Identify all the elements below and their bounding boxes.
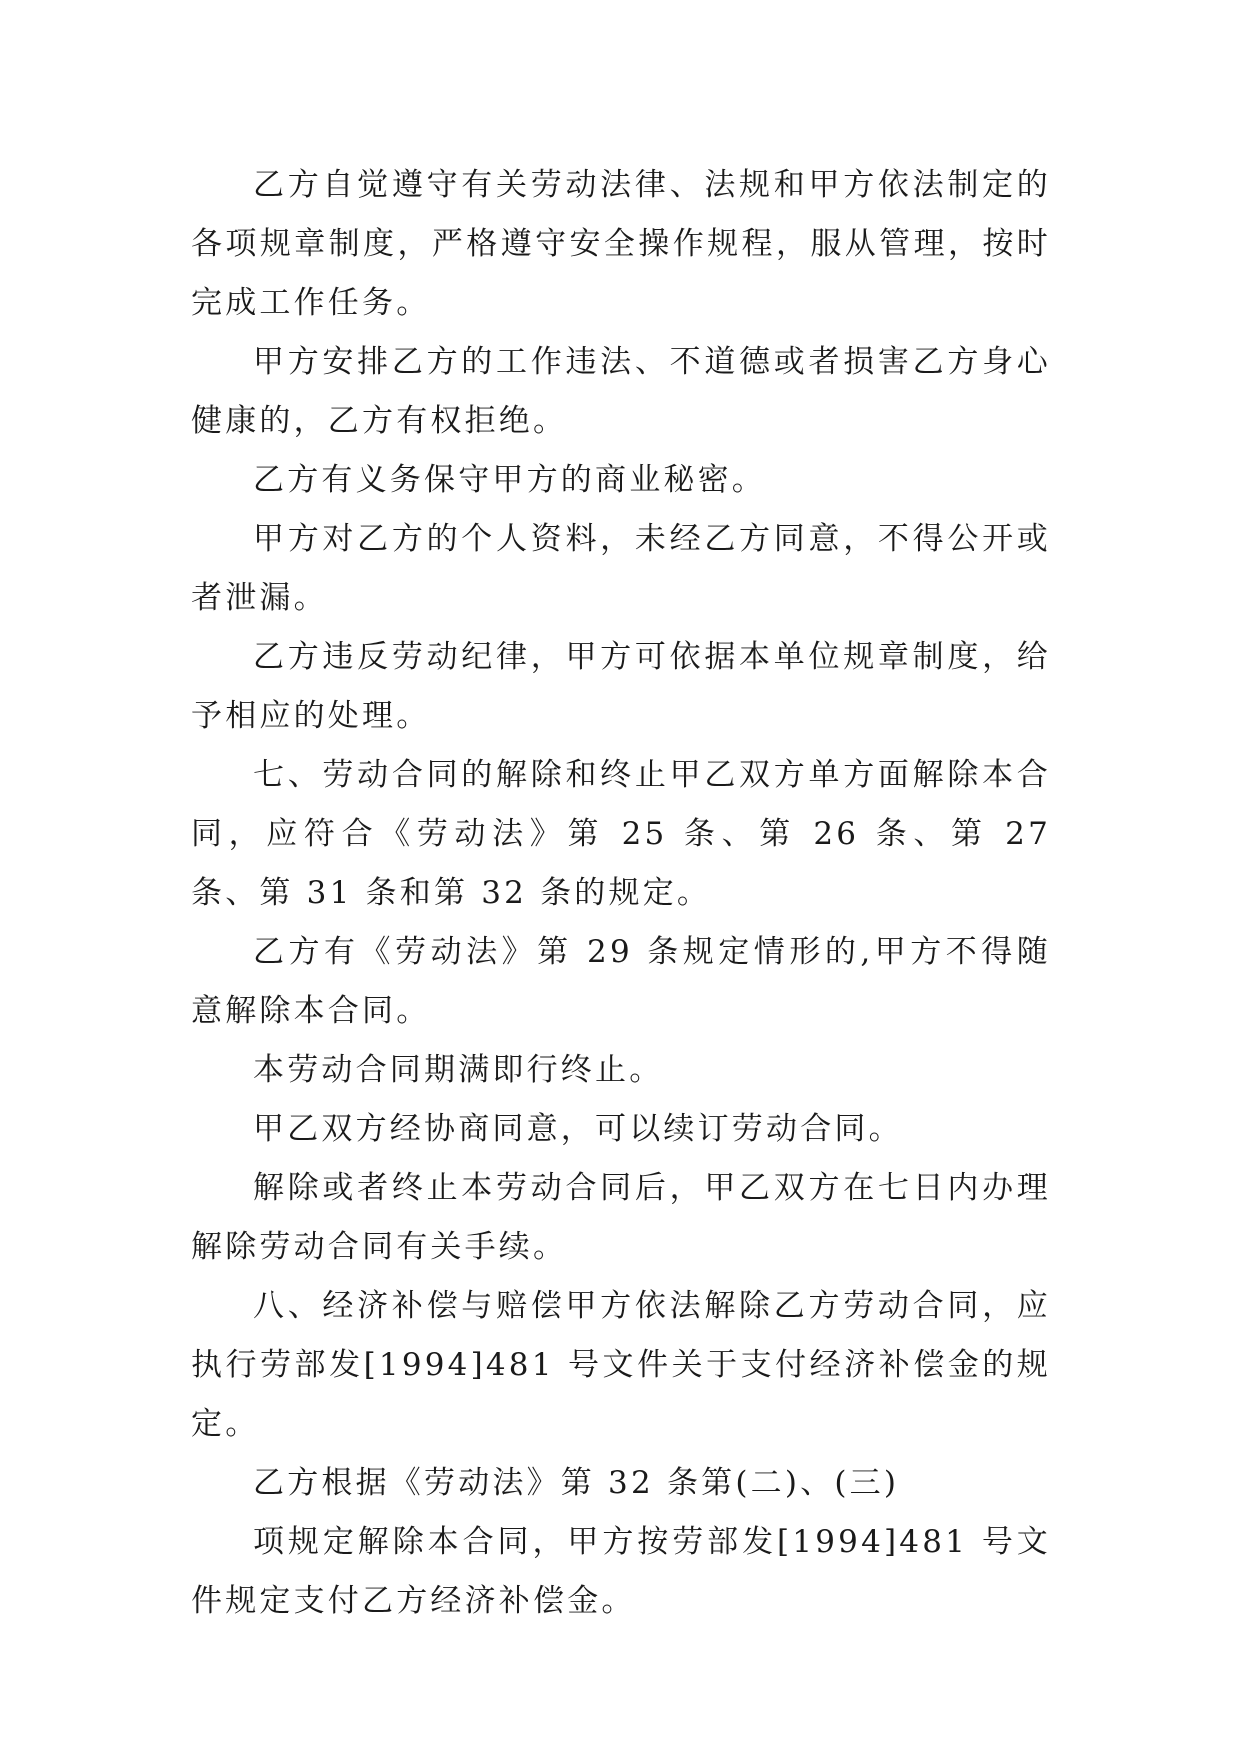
paragraph-13: 项规定解除本合同，甲方按劳部发[1994]481 号文件规定支付乙方经济补偿金。: [191, 1524, 1051, 1619]
paragraph-12: 乙方根据《劳动法》第 32 条第(二)、(三): [253, 1465, 900, 1501]
paragraph-1: 乙方自觉遵守有关劳动法律、法规和甲方依法制定的各项规章制度，严格遵守安全操作规程，服从管理，按时完成工作任务。: [191, 167, 1051, 321]
paragraph-4: 甲方对乙方的个人资料，未经乙方同意，不得公开或者泄漏。: [191, 521, 1051, 616]
paragraph-5: 乙方违反劳动纪律，甲方可依据本单位规章制度，给予相应的处理。: [191, 639, 1051, 734]
paragraph-6: 七、劳动合同的解除和终止甲乙双方单方面解除本合同，应符合《劳动法》第 25 条、第 26 条、第 27 条、第 31 条和第 32 条的规定。: [191, 757, 1051, 911]
paragraph-11: 八、经济补偿与赔偿甲方依法解除乙方劳动合同，应执行劳部发[1994]481 号文件关于支付经济补偿金的规定。: [191, 1288, 1051, 1442]
paragraph-2: 甲方安排乙方的工作违法、不道德或者损害乙方身心健康的，乙方有权拒绝。: [191, 344, 1051, 439]
paragraph-9: 甲乙双方经协商同意，可以续订劳动合同。: [253, 1111, 903, 1147]
paragraph-10: 解除或者终止本劳动合同后，甲乙双方在七日内办理解除劳动合同有关手续。: [191, 1170, 1051, 1265]
paragraph-7: 乙方有《劳动法》第 29 条规定情形的,甲方不得随意解除本合同。: [191, 934, 1051, 1029]
paragraph-8: 本劳动合同期满即行终止。: [253, 1052, 664, 1088]
document-body: [191, 156, 1051, 1631]
paragraph-3: 乙方有义务保守甲方的商业秘密。: [253, 462, 766, 498]
